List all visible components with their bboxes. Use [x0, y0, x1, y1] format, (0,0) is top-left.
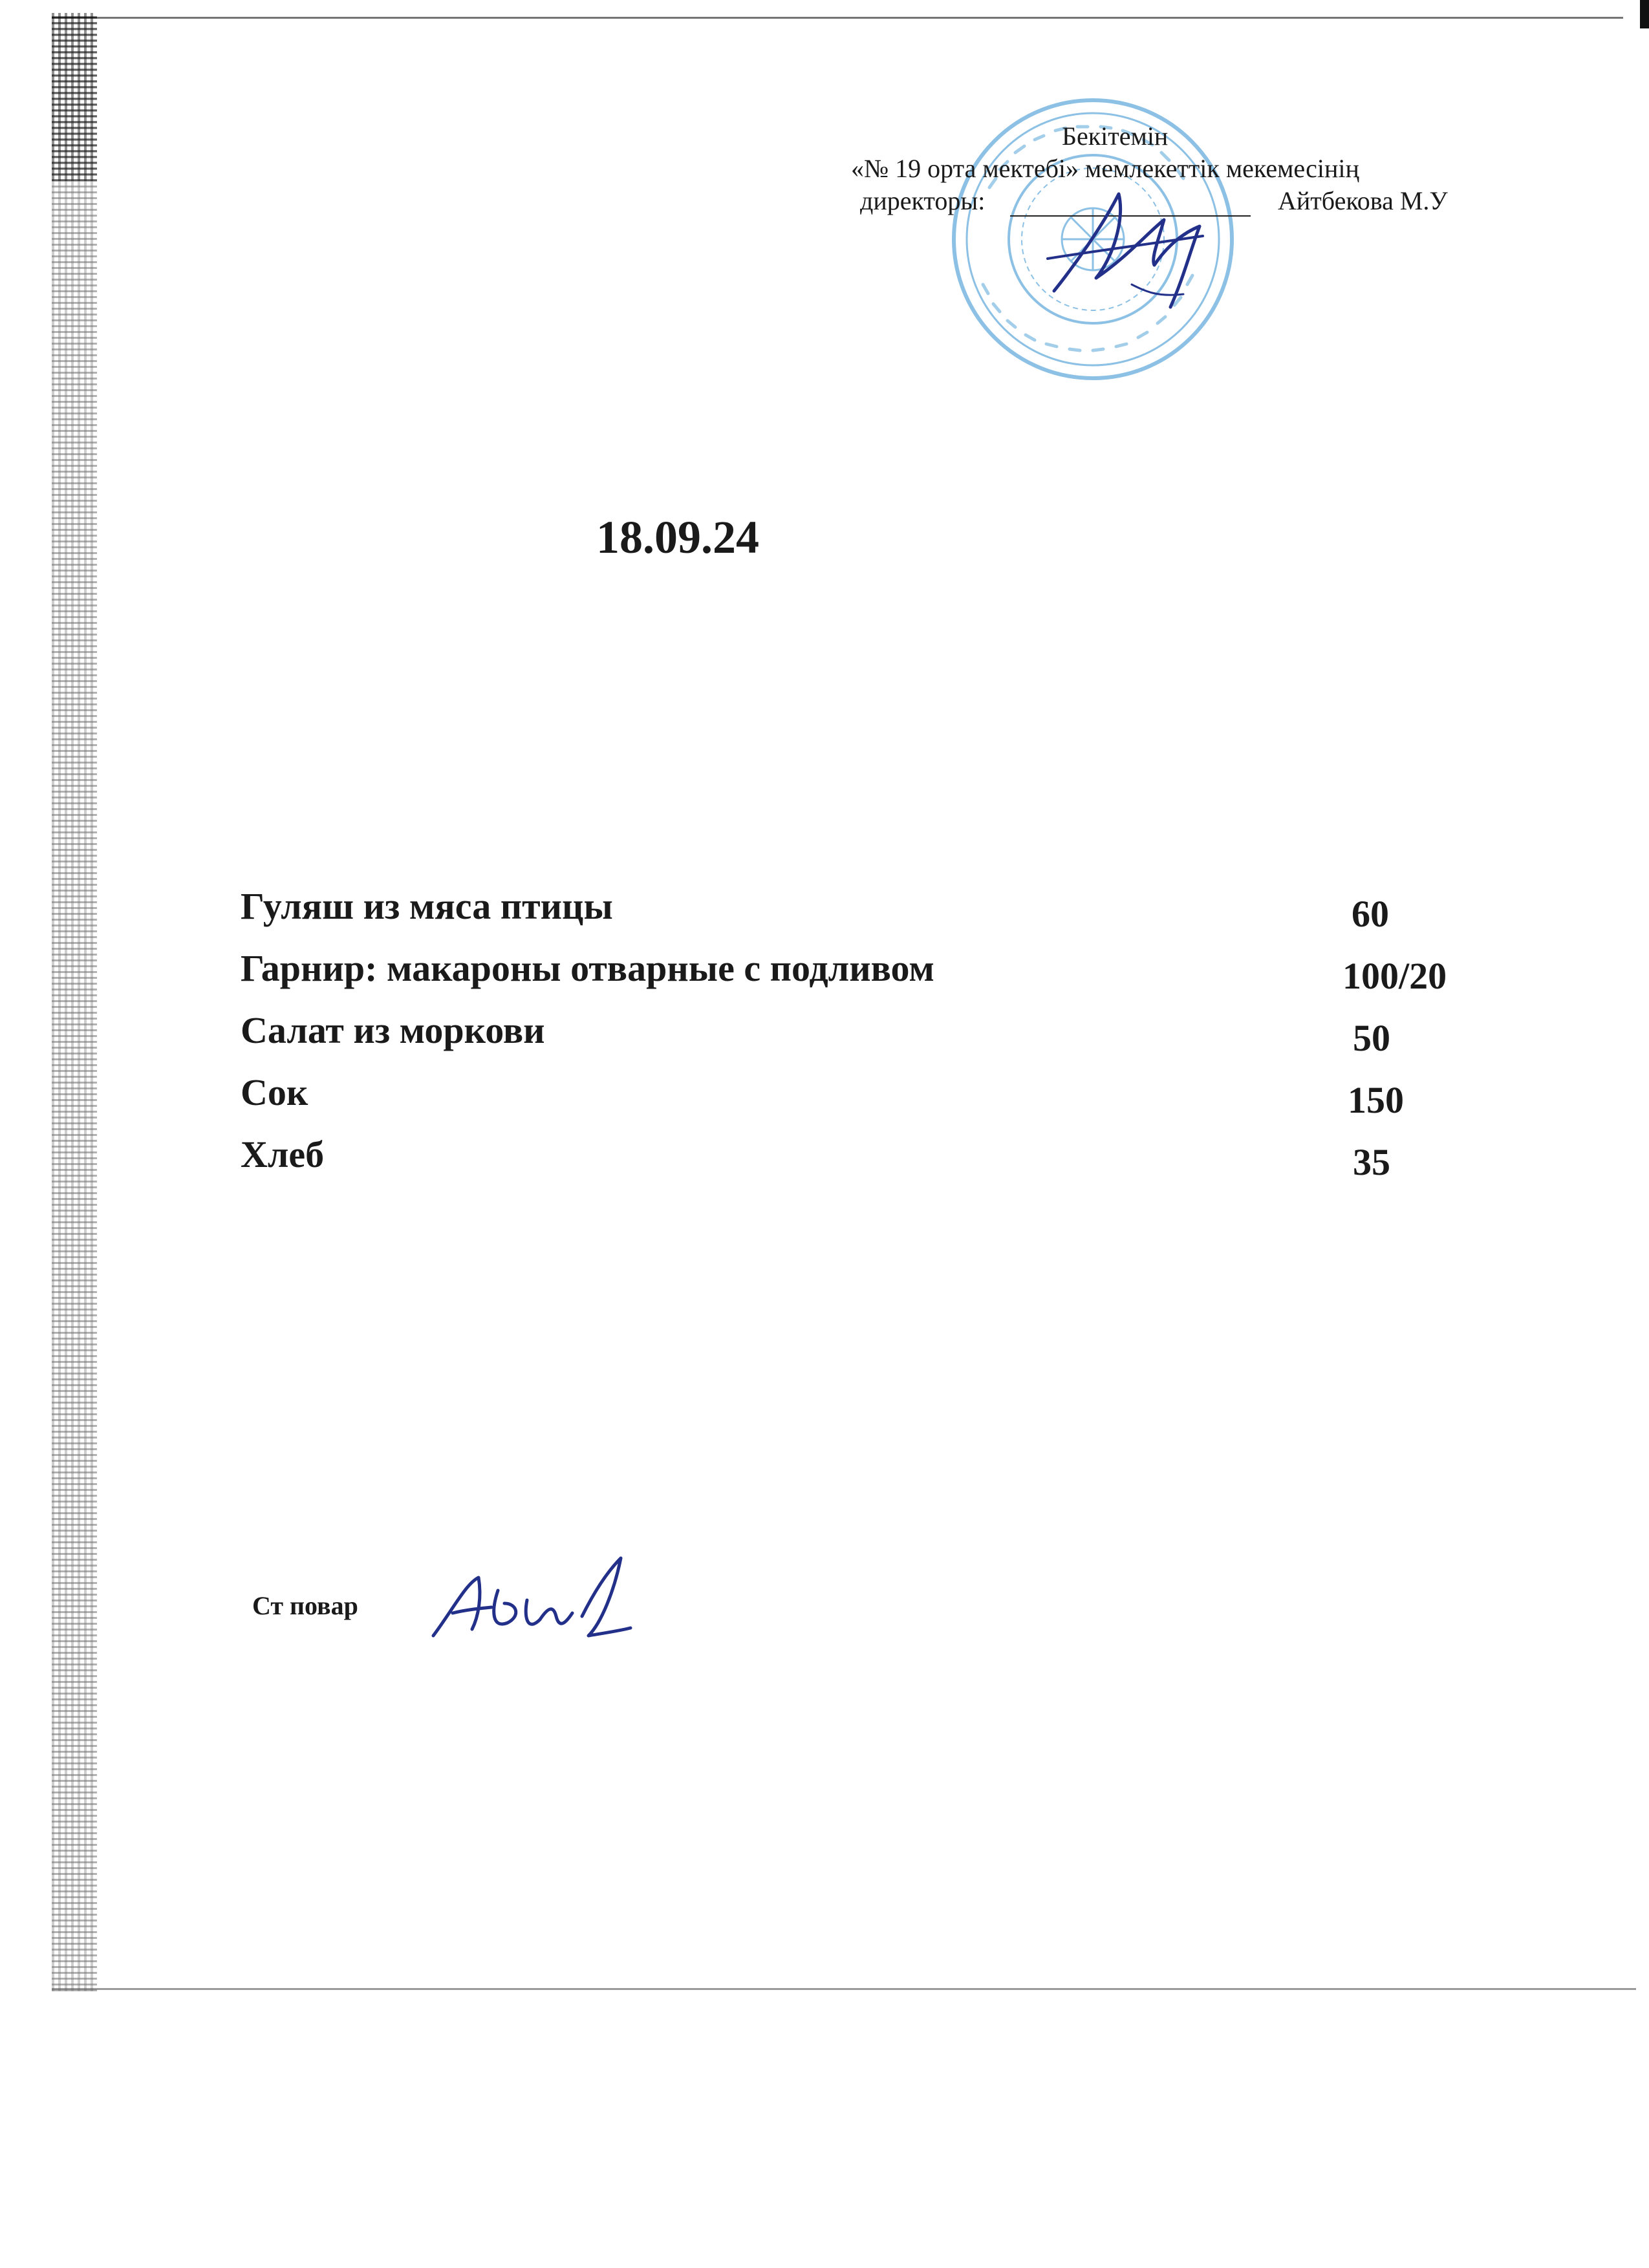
scan-noise-strip-dark — [52, 13, 97, 181]
dish-name: Хлеб — [241, 1133, 325, 1175]
portion-size: 50 — [1353, 1017, 1390, 1059]
dish-name: Салат из моркови — [241, 1009, 545, 1051]
menu-item — [241, 1133, 1508, 1195]
portion-size: 100/20 — [1342, 955, 1447, 997]
scan-noise-strip — [52, 13, 97, 1991]
chef-signature — [427, 1552, 634, 1649]
chef-label: Ст повар — [252, 1591, 358, 1620]
menu-item — [241, 1009, 1508, 1071]
dish-name: Сок — [241, 1071, 308, 1113]
scan-edge-top — [52, 17, 1623, 19]
menu-date: 18.09.24 — [596, 511, 759, 563]
scan-edge-bottom — [52, 1988, 1636, 1990]
director-name: Айтбекова М.У — [1278, 186, 1448, 215]
menu-item — [241, 884, 1508, 947]
portion-size: 35 — [1353, 1141, 1390, 1183]
menu-item — [241, 1071, 1508, 1133]
portion-size: 60 — [1352, 893, 1389, 935]
dish-name: Гуляш из мяса птицы — [241, 885, 613, 927]
organization-name: «№ 19 орта мектебі» мемлекеттік мекемесінің — [851, 154, 1359, 183]
director-label: директоры: — [860, 186, 986, 215]
approval-title: Бекітемін — [1062, 122, 1169, 151]
scan-corner-mark — [1640, 0, 1649, 28]
dish-name: Гарнир: макароны отварные с подливом — [241, 947, 934, 989]
menu-list — [241, 884, 1508, 1195]
portion-size: 150 — [1348, 1079, 1404, 1121]
menu-item — [241, 947, 1508, 1009]
director-signature — [1035, 181, 1229, 310]
